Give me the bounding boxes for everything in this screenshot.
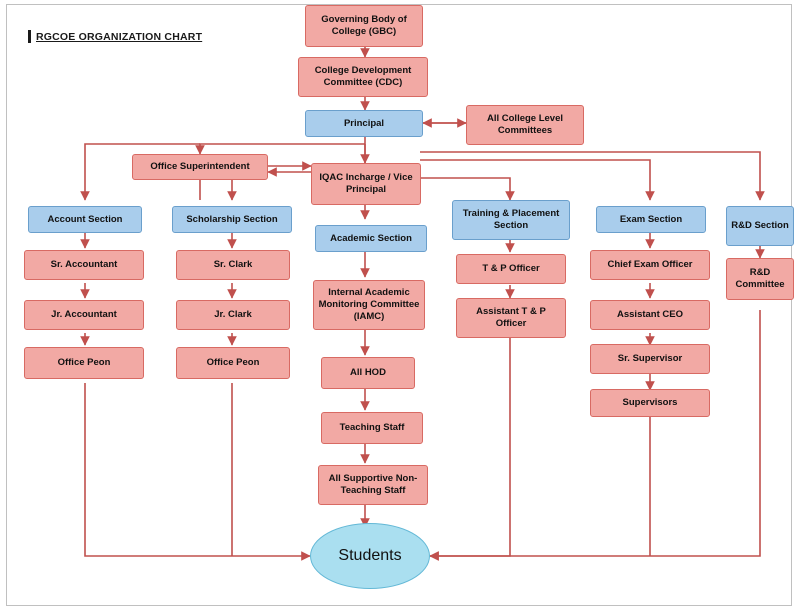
node-jr-accountant[interactable]: Jr. Accountant [24,300,144,330]
node-sr-accountant[interactable]: Sr. Accountant [24,250,144,280]
node-office-peon-scholarship[interactable]: Office Peon [176,347,290,379]
node-college-development-committee[interactable]: College Development Committee (CDC) [298,57,428,97]
node-assistant-tp-officer[interactable]: Assistant T & P Officer [456,298,566,338]
node-iamc[interactable]: Internal Academic Monitoring Committee (IAMC) [313,280,425,330]
chart-title-text: RGCOE ORGANIZATION CHART [36,30,203,43]
node-account-section[interactable]: Account Section [28,206,142,233]
node-all-hod[interactable]: All HOD [321,357,415,389]
node-governing-body[interactable]: Governing Body of College (GBC) [305,5,423,47]
node-chief-exam-officer[interactable]: Chief Exam Officer [590,250,710,280]
node-rd-section[interactable]: R&D Section [726,206,794,246]
node-tp-officer[interactable]: T & P Officer [456,254,566,284]
node-sr-clark[interactable]: Sr. Clark [176,250,290,280]
node-rd-committee[interactable]: R&D Committee [726,258,794,300]
node-scholarship-section[interactable]: Scholarship Section [172,206,292,233]
node-sr-supervisor[interactable]: Sr. Supervisor [590,344,710,374]
node-office-superintendent[interactable]: Office Superintendent [132,154,268,180]
node-training-placement-section[interactable]: Training & Placement Section [452,200,570,240]
node-jr-clark[interactable]: Jr. Clark [176,300,290,330]
node-all-college-level-committees[interactable]: All College Level Committees [466,105,584,145]
node-assistant-ceo[interactable]: Assistant CEO [590,300,710,330]
chart-title [28,30,202,43]
node-exam-section[interactable]: Exam Section [596,206,706,233]
title-accent-bar [28,30,31,43]
node-non-teaching-staff[interactable]: All Supportive Non-Teaching Staff [318,465,428,505]
node-principal[interactable]: Principal [305,110,423,137]
node-academic-section[interactable]: Academic Section [315,225,427,252]
node-teaching-staff[interactable]: Teaching Staff [321,412,423,444]
node-supervisors[interactable]: Supervisors [590,389,710,417]
node-students[interactable]: Students [310,523,430,589]
node-iqac-incharge[interactable]: IQAC Incharge / Vice Principal [311,163,421,205]
node-office-peon-account[interactable]: Office Peon [24,347,144,379]
